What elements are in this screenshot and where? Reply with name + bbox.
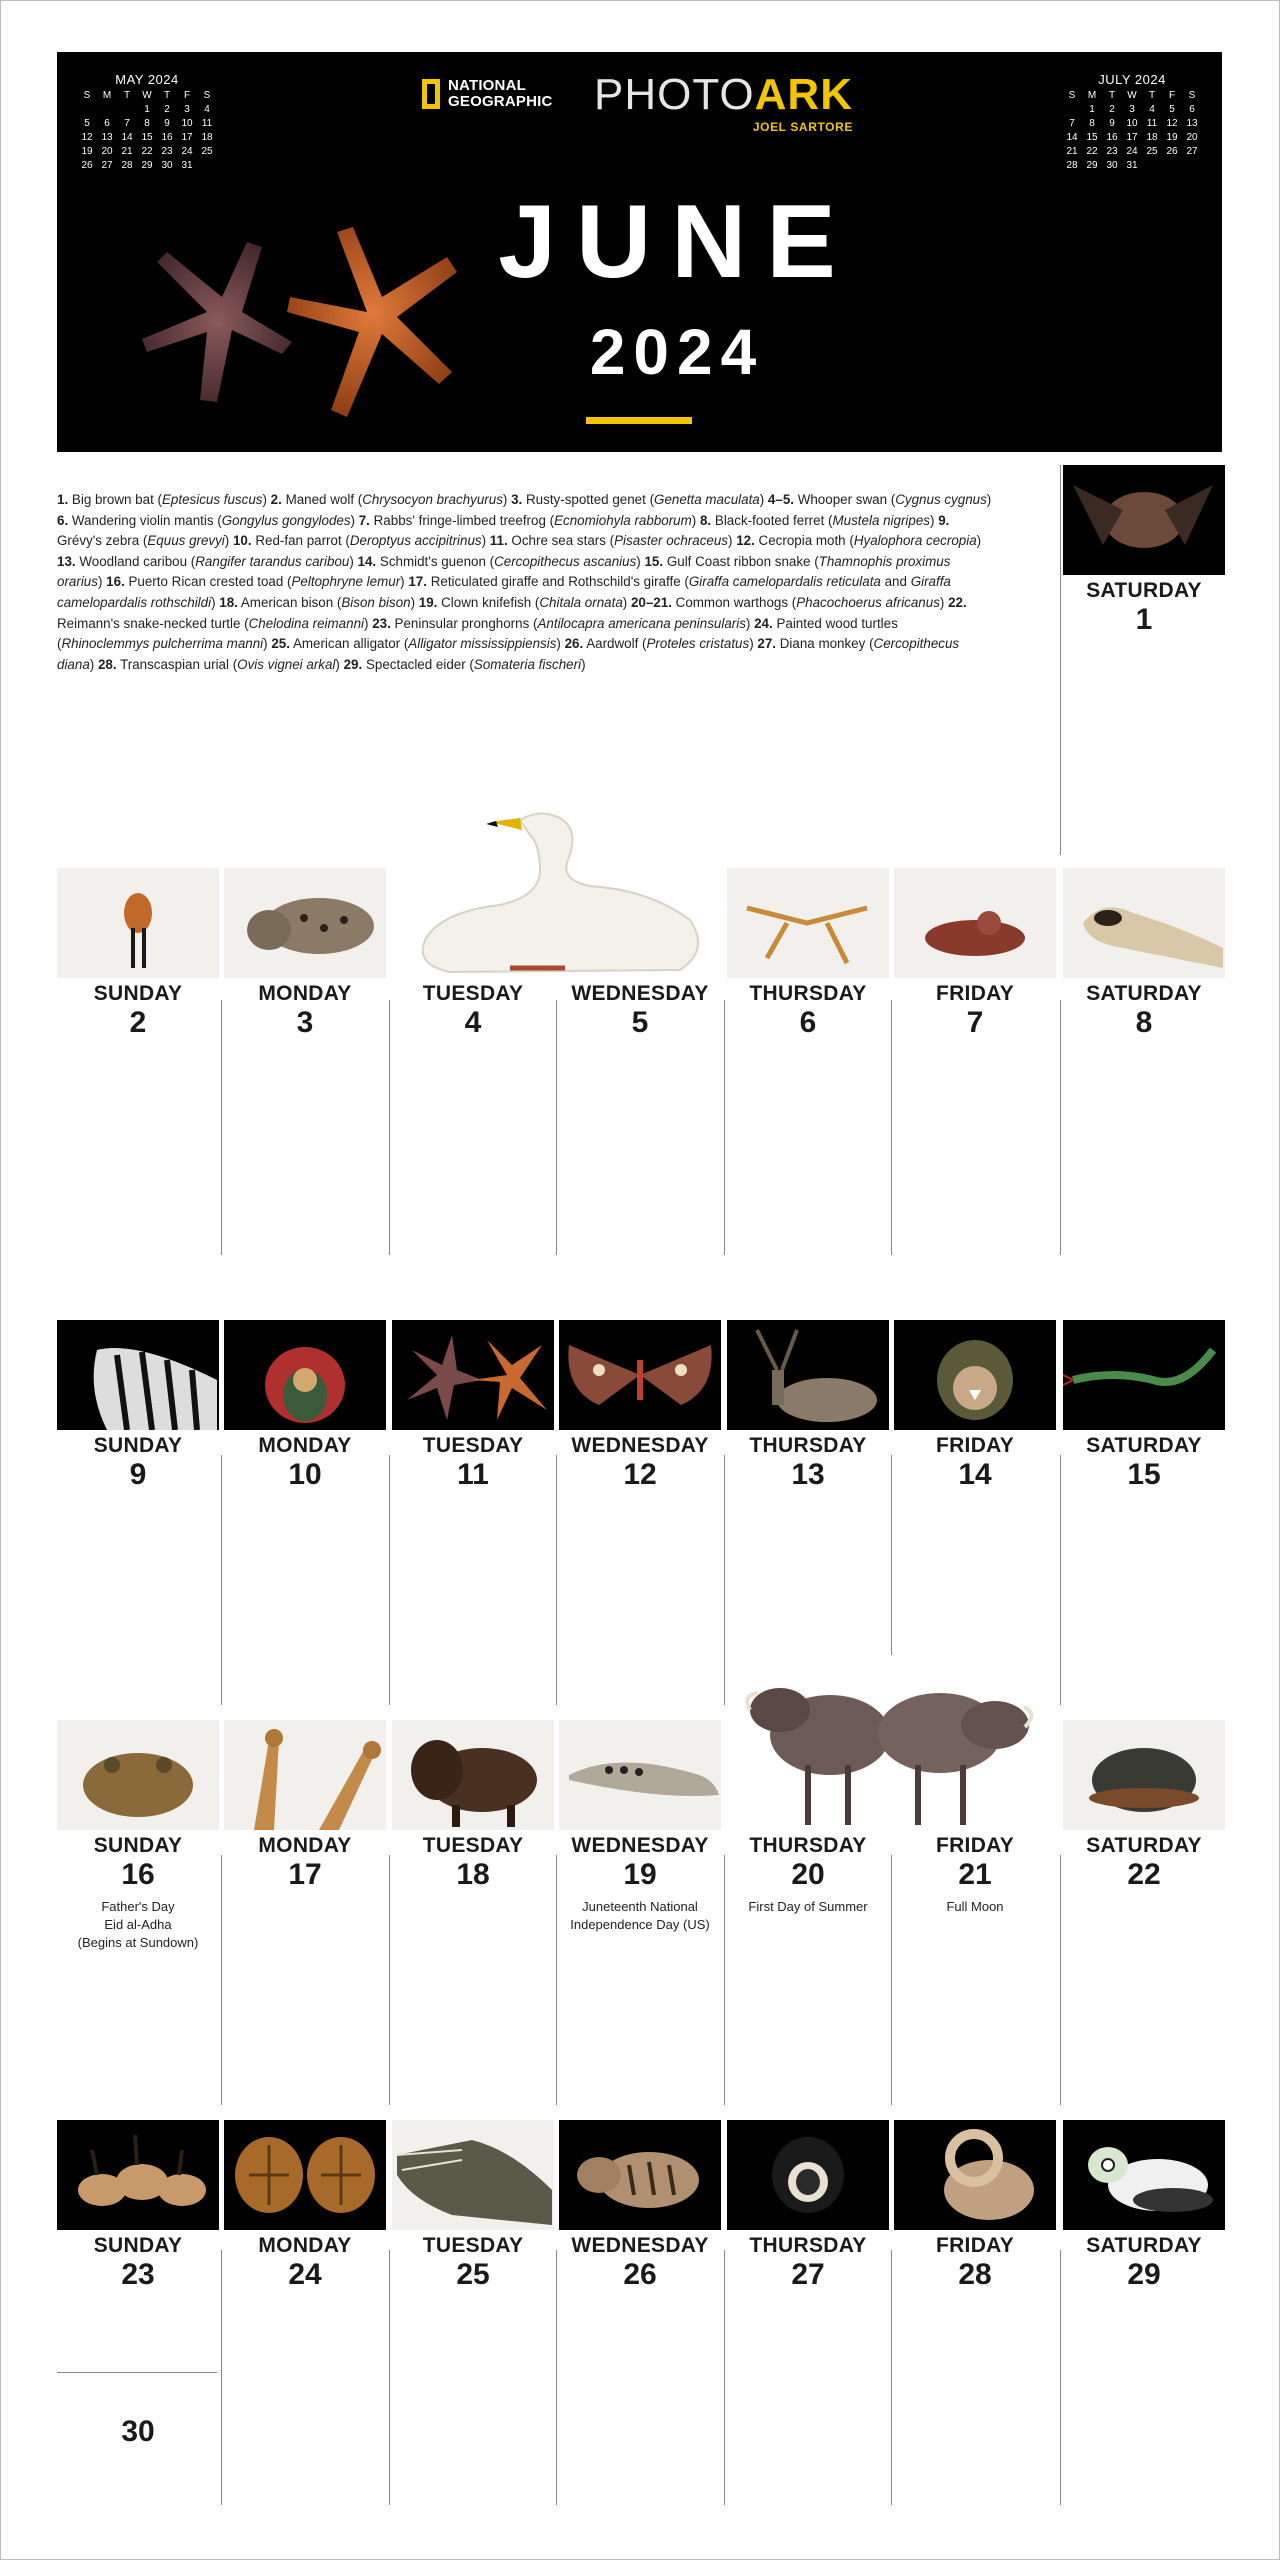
- column-divider: [724, 1000, 725, 1255]
- day-cell-26: [559, 2120, 721, 2292]
- mini-day: 31: [181, 160, 193, 171]
- day-cell-2: [57, 868, 219, 1040]
- mini-day: 26: [81, 160, 93, 171]
- mini-day: 14: [1066, 132, 1078, 143]
- day-number: 23: [121, 2258, 155, 2291]
- weekday-name: MONDAY: [258, 982, 352, 1005]
- genet-photo: [224, 868, 386, 978]
- weekday-name: WEDNESDAY: [571, 1434, 709, 1457]
- mantis-photo: [727, 868, 889, 978]
- mini-day: 1: [1089, 104, 1095, 115]
- calendar-header: [57, 52, 1222, 452]
- weekday-name: SUNDAY: [93, 1434, 183, 1457]
- weekday-name: FRIDAY: [935, 982, 1015, 1005]
- legend-entry: 20–21. Common warthogs (Phacochoerus africanus): [630, 594, 949, 610]
- mini-day: 11: [201, 118, 213, 129]
- legend-entry: 2. Maned wolf (Chrysocyon brachyurus): [270, 492, 512, 507]
- column-divider: [1060, 465, 1061, 855]
- mini-day: [117, 103, 137, 117]
- column-divider: [221, 1000, 222, 1255]
- mini-day: 17: [1126, 132, 1138, 143]
- mini-day: 22: [1086, 146, 1098, 157]
- ark-wordmark: ARK: [754, 70, 853, 119]
- column-divider: [389, 1455, 390, 1705]
- swan-photo: [559, 868, 721, 978]
- mini-day: 16: [161, 132, 173, 143]
- column-divider: [891, 2250, 892, 2505]
- species-legend: [57, 490, 992, 675]
- guenon-photo: [894, 1320, 1056, 1430]
- column-divider: [556, 1855, 557, 2105]
- day-number: 30: [121, 2415, 155, 2448]
- yellow-border-icon: [422, 79, 440, 109]
- maned-wolf-photo: [57, 868, 219, 978]
- weekday-label: W: [1127, 90, 1137, 101]
- day-cell-4: [392, 868, 554, 1040]
- mini-day: 6: [104, 118, 110, 129]
- weekday-name: FRIDAY: [935, 2234, 1015, 2257]
- legend-entry: 15. Gulf Coast ribbon snake (Thamnophis proximus orarius): [57, 553, 951, 590]
- day-cell-24: [224, 2120, 386, 2292]
- day-cell-5: [559, 868, 721, 1040]
- mini-day: 12: [1166, 118, 1178, 129]
- day-number: 5: [631, 1006, 649, 1039]
- mini-calendar-grid: [77, 89, 217, 173]
- day-cell-29: [1063, 2120, 1225, 2292]
- legend-entry: 4–5. Whooper swan (Cygnus cygnus): [767, 492, 992, 507]
- legend-entry: 1. Big brown bat (Eptesicus fuscus): [57, 492, 271, 507]
- column-divider: [556, 2250, 557, 2505]
- mini-day: 20: [101, 146, 113, 157]
- mini-day: 30: [1106, 160, 1118, 171]
- mini-day: 22: [141, 146, 153, 157]
- mini-calendar-july: [1062, 72, 1202, 173]
- day-cell-15: [1063, 1320, 1225, 1492]
- legend-entry: 26. Aardwolf (Proteles cristatus): [564, 636, 758, 652]
- mini-day: 21: [121, 146, 133, 157]
- column-divider: [891, 1455, 892, 1655]
- mini-day: 27: [101, 160, 113, 171]
- mini-day: 27: [1186, 146, 1198, 157]
- day-number: 20: [791, 1858, 825, 1891]
- day-cell-13: [727, 1320, 889, 1492]
- pronghorns-photo: [57, 2120, 219, 2230]
- snake-photo: [1063, 1320, 1225, 1430]
- mini-calendar-title: JULY 2024: [1098, 72, 1166, 87]
- mini-day: 17: [181, 132, 193, 143]
- moth-photo: [559, 1320, 721, 1430]
- day-cell-6: [727, 868, 889, 1040]
- mini-day: 13: [101, 132, 113, 143]
- ng-wordmark: NATIONAL GEOGRAPHIC: [448, 77, 553, 110]
- day-number: 8: [1135, 1006, 1153, 1039]
- holiday-note: First Day of Summer: [748, 1899, 868, 1914]
- column-divider: [724, 1455, 725, 1705]
- day-number: 17: [288, 1858, 322, 1891]
- column-divider: [556, 1000, 557, 1255]
- mini-day: 26: [1166, 146, 1178, 157]
- legend-entry: 6. Wandering violin mantis (Gongylus gongylodes): [57, 512, 359, 528]
- day-number: 29: [1127, 2258, 1161, 2291]
- day-cell-18: [392, 1720, 554, 1892]
- weekday-name: WEDNESDAY: [571, 982, 709, 1005]
- legend-entry: 11. Ochre sea stars (Pisaster ochraceus): [489, 533, 737, 549]
- legend-entry: 10. Red-fan parrot (Deroptyus accipitrinus): [232, 533, 490, 549]
- legend-entry: 18. American bison (Bison bison): [219, 594, 419, 610]
- day-cell-27: [727, 2120, 889, 2292]
- day-number: 19: [623, 1858, 657, 1891]
- legend-entry: 3. Rusty-spotted genet (Genetta maculata): [511, 492, 768, 507]
- mini-day: 9: [1109, 118, 1115, 129]
- mini-day: 10: [1126, 118, 1138, 129]
- treefrog-photo: [894, 868, 1056, 978]
- day-number: 28: [958, 2258, 992, 2291]
- alligator-photo: [392, 2120, 554, 2230]
- weekday-label: T: [1148, 90, 1156, 101]
- weekday-label: M: [1087, 90, 1097, 101]
- day-cell-8: [1063, 868, 1225, 1040]
- day-number: 7: [966, 1006, 984, 1039]
- day-number: 22: [1127, 1858, 1161, 1891]
- mini-day: 29: [1086, 160, 1098, 171]
- mini-day: 4: [1149, 104, 1155, 115]
- weekday-label: S: [1068, 90, 1076, 101]
- bison-photo: [392, 1720, 554, 1830]
- zebra-photo: [57, 1320, 219, 1430]
- column-divider: [556, 1455, 557, 1705]
- day-cell-1: [1063, 465, 1225, 637]
- mini-day: [197, 159, 217, 173]
- holiday-note: Juneteenth National: [582, 1899, 698, 1914]
- mini-day: 16: [1106, 132, 1118, 143]
- mini-day: 28: [1066, 160, 1078, 171]
- column-divider: [891, 1000, 892, 1255]
- legend-entry: 19. Clown knifefish (Chitala ornata): [418, 594, 631, 610]
- weekday-label: T: [1108, 90, 1116, 101]
- mini-day: 12: [81, 132, 93, 143]
- photo-ark-logo: [594, 70, 853, 134]
- day-number: 24: [288, 2258, 322, 2291]
- legend-entry: 9. Grévy's zebra (Equus grevyi): [57, 512, 950, 549]
- weekday-label: S: [1188, 90, 1196, 101]
- mini-calendar-may: [77, 72, 217, 173]
- mini-day: 21: [1066, 146, 1078, 157]
- weekday-label: S: [203, 90, 211, 101]
- column-divider: [724, 1855, 725, 2105]
- day-number: 18: [456, 1858, 490, 1891]
- weekday-name: TUESDAY: [422, 982, 524, 1005]
- mini-day: [1182, 159, 1202, 173]
- mini-calendar-grid: [1062, 89, 1202, 173]
- mini-day: 11: [1146, 118, 1158, 129]
- mini-day: 20: [1186, 132, 1198, 143]
- mini-day: 3: [1129, 104, 1135, 115]
- mini-day: 7: [124, 118, 130, 129]
- knifefish-photo: [559, 1720, 721, 1830]
- year-title: 2024: [589, 316, 765, 388]
- day-number: 1: [1135, 603, 1153, 636]
- giraffes-photo: [224, 1720, 386, 1830]
- weekday-name: MONDAY: [258, 2234, 352, 2257]
- weekday-name: MONDAY: [258, 1434, 352, 1457]
- mini-day: 2: [164, 104, 170, 115]
- diana-monkey-photo: [727, 2120, 889, 2230]
- photo-wordmark: PHOTO: [594, 70, 755, 119]
- day-number: 13: [791, 1458, 825, 1491]
- wood-turtles-photo: [224, 2120, 386, 2230]
- day-number: 3: [296, 1006, 314, 1039]
- day-cell-3: [224, 868, 386, 1040]
- legend-entry: 25. American alligator (Alligator mississippiensis): [271, 636, 565, 652]
- mini-day: 10: [181, 118, 193, 129]
- day-cell-20: [727, 1720, 889, 1916]
- day-number: 6: [799, 1006, 817, 1039]
- weekday-name: THURSDAY: [749, 1834, 867, 1857]
- day-number: 21: [958, 1858, 992, 1891]
- weekday-name: WEDNESDAY: [571, 1834, 709, 1857]
- column-divider: [221, 1455, 222, 1705]
- national-geographic-logo: [422, 78, 553, 110]
- day-cell-30: [57, 2415, 219, 2449]
- mini-day: 13: [1186, 118, 1198, 129]
- day-number: 14: [958, 1458, 992, 1491]
- day-cell-16: [57, 1720, 219, 1952]
- day-cell-23: [57, 2120, 219, 2292]
- mini-day: 30: [161, 160, 173, 171]
- day-number: 26: [623, 2258, 657, 2291]
- day-number: 4: [464, 1006, 482, 1039]
- weekday-name: MONDAY: [258, 1834, 352, 1857]
- weekday-name: THURSDAY: [749, 2234, 867, 2257]
- warthogs-photo: [894, 1720, 1056, 1830]
- mini-day: 19: [81, 146, 93, 157]
- weekday-name: SATURDAY: [1086, 982, 1202, 1005]
- mini-day: 31: [1126, 160, 1138, 171]
- legend-entry: 23. Peninsular pronghorns (Antilocapra americana peninsularis): [372, 615, 755, 631]
- weekday-label: T: [163, 90, 171, 101]
- month-title: JUNE: [498, 184, 856, 300]
- legend-entry: 28. Transcaspian urial (Ovis vignei arkal): [97, 656, 344, 672]
- weekday-name: SATURDAY: [1086, 2234, 1202, 2257]
- urial-photo: [894, 2120, 1056, 2230]
- weekday-name: SATURDAY: [1086, 1834, 1202, 1857]
- turtle-photo: [1063, 1720, 1225, 1830]
- day-cell-7: [894, 868, 1056, 1040]
- column-divider: [221, 2250, 222, 2505]
- mini-day: 5: [84, 118, 90, 129]
- legend-entry: 14. Schmidt's guenon (Cercopithecus ascanius): [357, 553, 645, 569]
- mini-day: 4: [204, 104, 210, 115]
- weekday-name: THURSDAY: [749, 982, 867, 1005]
- mini-day: 25: [201, 146, 213, 157]
- weekday-label: F: [183, 90, 191, 101]
- day-cell-28: [894, 2120, 1056, 2292]
- legend-entry: 12. Cecropia moth (Hyalophora cecropia): [736, 533, 982, 549]
- day-cell-25: [392, 2120, 554, 2292]
- weekday-label: F: [1168, 90, 1176, 101]
- weekday-name: TUESDAY: [422, 2234, 524, 2257]
- mini-calendar-title: MAY 2024: [115, 72, 179, 87]
- legend-entry: 24. Painted wood turtles (Rhinoclemmys pulcherrima manni): [57, 615, 898, 652]
- mini-day: 23: [1106, 146, 1118, 157]
- weekday-name: SATURDAY: [1086, 1434, 1202, 1457]
- holiday-note: Father's Day: [101, 1899, 175, 1914]
- weekday-name: SUNDAY: [93, 1834, 183, 1857]
- weekday-label: T: [123, 90, 131, 101]
- column-divider: [1060, 1855, 1061, 2105]
- row-divider: [57, 2372, 217, 2373]
- mini-day: 19: [1166, 132, 1178, 143]
- mini-day: [77, 103, 97, 117]
- holiday-note: (Begins at Sundown): [77, 1935, 199, 1950]
- mini-day: [1162, 159, 1182, 173]
- legend-entry: 27. Diana monkey (Cercopithecus diana): [57, 636, 960, 672]
- column-divider: [389, 1000, 390, 1255]
- column-divider: [389, 2250, 390, 2505]
- legend-entry: 7. Rabbs' fringe-limbed treefrog (Ecnomiohyla rabborum): [358, 512, 700, 528]
- mini-day: 15: [1086, 132, 1098, 143]
- mini-day: [97, 103, 117, 117]
- sea-stars-photo: [97, 202, 497, 442]
- mini-day: 23: [161, 146, 173, 157]
- day-number: 2: [129, 1006, 147, 1039]
- holiday-note: Full Moon: [946, 1899, 1004, 1914]
- mini-day: 8: [144, 118, 150, 129]
- mini-day: 15: [141, 132, 153, 143]
- weekday-label: W: [142, 90, 152, 101]
- accent-bar: [586, 417, 692, 424]
- sea-stars-photo: [392, 1320, 554, 1430]
- mini-day: 18: [1146, 132, 1158, 143]
- column-divider: [1060, 1455, 1061, 1705]
- mini-day: 3: [184, 104, 190, 115]
- day-cell-12: [559, 1320, 721, 1492]
- mini-day: [1142, 159, 1162, 173]
- mini-day: 1: [144, 104, 150, 115]
- weekday-name: TUESDAY: [422, 1434, 524, 1457]
- caribou-photo: [727, 1320, 889, 1430]
- weekday-name: SUNDAY: [93, 2234, 183, 2257]
- day-number: 12: [623, 1458, 657, 1491]
- day-cell-19: [559, 1720, 721, 1934]
- weekday-name: SATURDAY: [1086, 579, 1202, 602]
- bat-photo: [1063, 465, 1225, 575]
- column-divider: [724, 2250, 725, 2505]
- mini-day: 8: [1089, 118, 1095, 129]
- day-number: 10: [288, 1458, 322, 1491]
- author-credit: JOEL SARTORE: [752, 120, 853, 134]
- mini-day: 9: [164, 118, 170, 129]
- ferret-photo: [1063, 868, 1225, 978]
- day-cell-9: [57, 1320, 219, 1492]
- eider-photo: [1063, 2120, 1225, 2230]
- day-cell-11: [392, 1320, 554, 1492]
- column-divider: [1060, 2250, 1061, 2505]
- warthogs-photo: [727, 1720, 889, 1830]
- mini-day: 24: [181, 146, 193, 157]
- weekday-name: FRIDAY: [935, 1434, 1015, 1457]
- toad-photo: [57, 1720, 219, 1830]
- mini-day: 29: [141, 160, 153, 171]
- column-divider: [221, 1855, 222, 2105]
- parrot-photo: [224, 1320, 386, 1430]
- weekday-label: S: [83, 90, 91, 101]
- legend-entry: 22. Reimann's snake-necked turtle (Chelodina reimanni): [57, 594, 967, 631]
- holiday-note: Independence Day (US): [570, 1917, 710, 1932]
- weekday-name: TUESDAY: [422, 1834, 524, 1857]
- mini-day: 5: [1169, 104, 1175, 115]
- mini-day: 6: [1189, 104, 1195, 115]
- mini-day: 24: [1126, 146, 1138, 157]
- column-divider: [389, 1855, 390, 2105]
- weekday-label: M: [102, 90, 112, 101]
- day-number: 16: [121, 1858, 155, 1891]
- mini-day: 7: [1069, 118, 1075, 129]
- day-number: 25: [456, 2258, 490, 2291]
- day-number: 11: [457, 1458, 489, 1491]
- day-cell-22: [1063, 1720, 1225, 1892]
- legend-entry: 16. Puerto Rican crested toad (Peltophryne lemur): [106, 574, 409, 590]
- swan-photo: [392, 868, 554, 978]
- day-number: 9: [129, 1458, 147, 1491]
- day-cell-10: [224, 1320, 386, 1492]
- legend-entry: 29. Spectacled eider (Somateria fischeri): [343, 656, 586, 672]
- day-cell-17: [224, 1720, 386, 1892]
- aardwolf-photo: [559, 2120, 721, 2230]
- mini-day: 2: [1109, 104, 1115, 115]
- mini-day: 14: [121, 132, 133, 143]
- mini-day: 25: [1146, 146, 1158, 157]
- column-divider: [891, 1855, 892, 2105]
- mini-day: 18: [201, 132, 213, 143]
- legend-entry: 17. Reticulated giraffe and Rothschild's giraffe (Giraffa camelopardalis reticulata and Giraffa camelopardalis rothschildi): [57, 574, 951, 610]
- weekday-name: WEDNESDAY: [571, 2234, 709, 2257]
- weekday-name: FRIDAY: [935, 1834, 1015, 1857]
- weekday-name: THURSDAY: [749, 1434, 867, 1457]
- day-number: 15: [1127, 1458, 1161, 1491]
- day-cell-21: [894, 1720, 1056, 1916]
- mini-day: 28: [121, 160, 133, 171]
- holiday-note: Eid al-Adha: [104, 1917, 172, 1932]
- day-cell-14: [894, 1320, 1056, 1492]
- legend-entry: 13. Woodland caribou (Rangifer tarandus caribou): [57, 553, 358, 569]
- mini-day: [1062, 103, 1082, 117]
- column-divider: [1060, 1000, 1061, 1255]
- day-number: 27: [791, 2258, 825, 2291]
- legend-entry: 8. Black-footed ferret (Mustela nigripes): [699, 512, 939, 528]
- weekday-name: SUNDAY: [93, 982, 183, 1005]
